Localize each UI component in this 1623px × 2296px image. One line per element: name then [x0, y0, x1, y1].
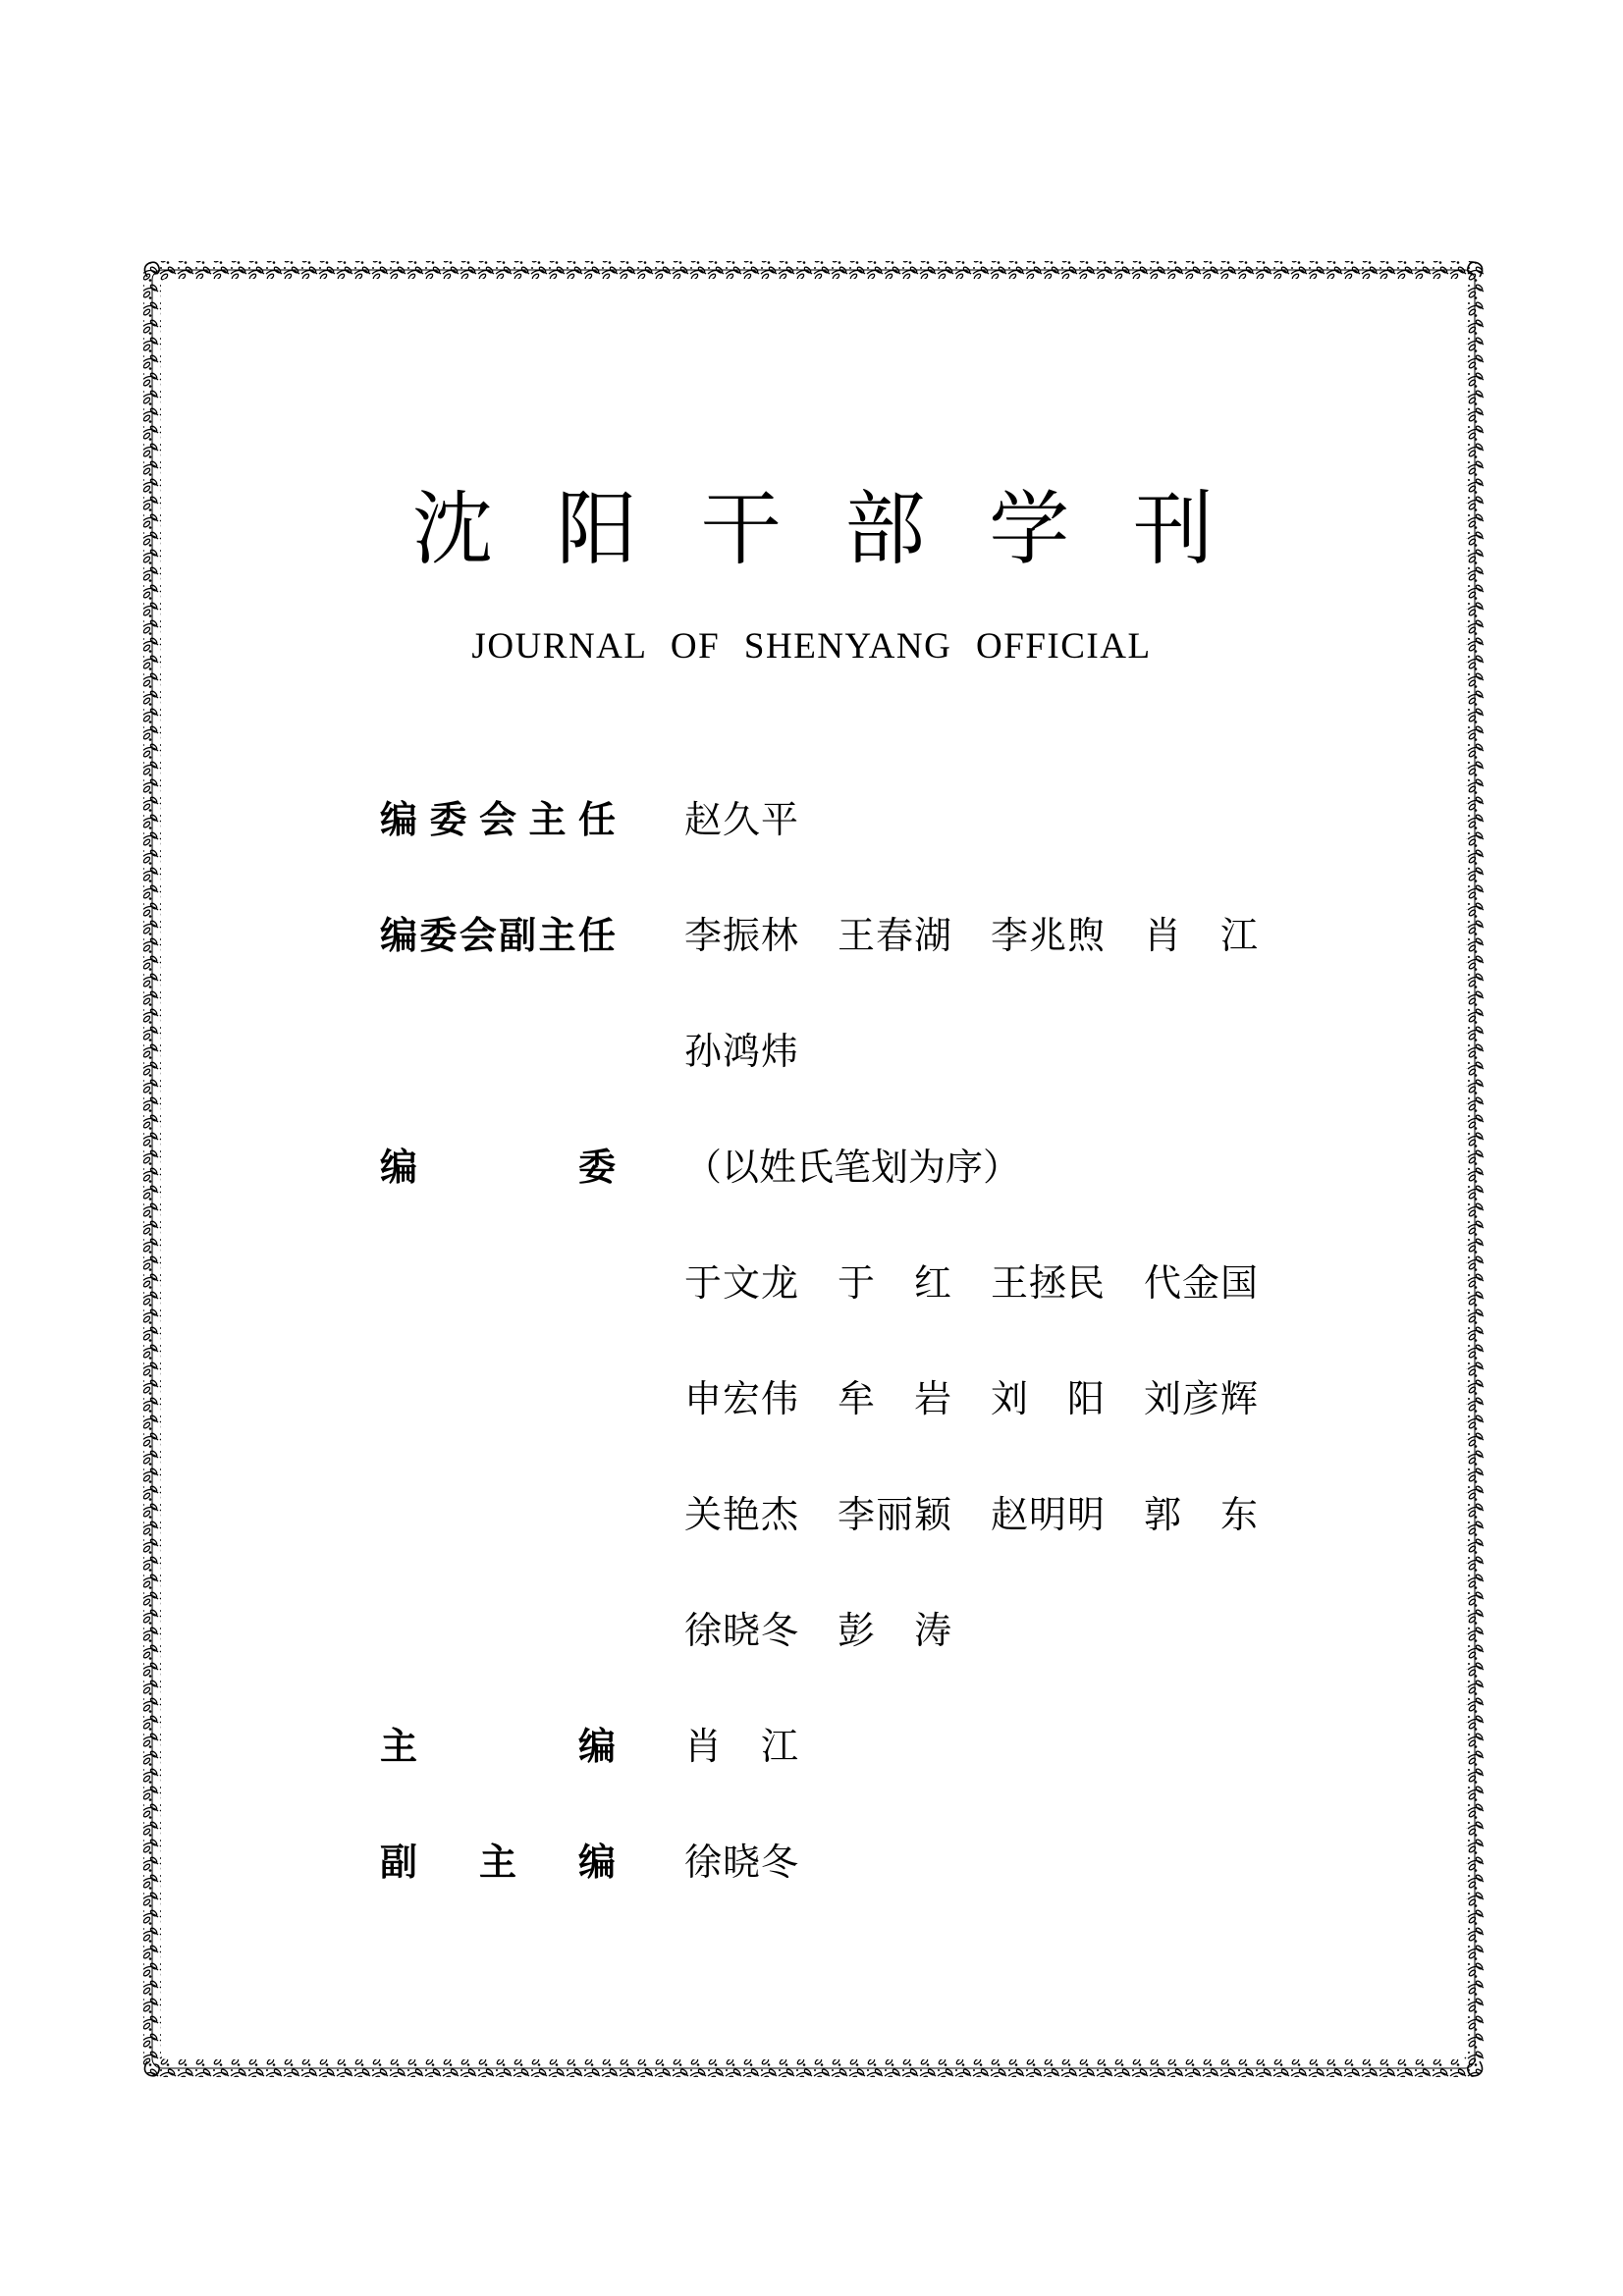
person-name	[684, 1490, 798, 1539]
name-list	[684, 1838, 798, 1887]
ordering-note: （以姓氏笔划为序）	[684, 1146, 1021, 1189]
glyph: 江	[760, 1725, 798, 1768]
glyph: 编	[577, 1725, 616, 1768]
person-name	[684, 1838, 798, 1887]
role-label	[380, 1143, 616, 1192]
glyph: 沈	[412, 483, 494, 576]
board-row-members	[380, 1109, 1283, 1225]
glyph: 阳	[556, 483, 637, 576]
glyph: 明	[1028, 1493, 1066, 1536]
glyph: 于	[684, 1261, 723, 1305]
board-row-members-1	[380, 1225, 1283, 1341]
glyph: 徐	[684, 1609, 723, 1652]
board-row-deputy-editor	[380, 1804, 1283, 1920]
glyph: 兆	[1028, 914, 1066, 957]
glyph: 宏	[722, 1377, 760, 1420]
glyph: 林	[760, 914, 798, 957]
glyph: 孙	[684, 1030, 723, 1073]
glyph: 学	[989, 483, 1070, 576]
glyph: 明	[1066, 1493, 1105, 1536]
glyph: 龙	[760, 1261, 798, 1305]
glyph: 肖	[684, 1725, 723, 1768]
glyph: 部	[844, 483, 926, 576]
glyph: 赵	[991, 1493, 1029, 1536]
glyph: 牟	[838, 1377, 876, 1420]
glyph: 任	[577, 798, 616, 841]
glyph: 晓	[722, 1609, 760, 1652]
glyph: 会	[478, 798, 516, 841]
glyph: 东	[1219, 1493, 1258, 1536]
person-name	[838, 1374, 951, 1423]
person-name	[991, 1258, 1105, 1308]
glyph: 编	[577, 1841, 616, 1884]
person-name	[684, 911, 798, 960]
glyph: 编	[380, 798, 418, 841]
person-name	[684, 1606, 798, 1655]
glyph: 委	[577, 1146, 616, 1189]
name-list	[684, 1606, 951, 1655]
glyph: 国	[1219, 1261, 1258, 1305]
glyph: 任	[577, 914, 616, 957]
role-label	[380, 1838, 616, 1887]
glyph: 王	[838, 914, 876, 957]
glyph: 赵	[684, 798, 723, 841]
glyph: 副	[499, 914, 537, 957]
glyph: 彦	[1181, 1377, 1219, 1420]
glyph: 刊	[1132, 483, 1214, 576]
glyph: 委	[419, 914, 458, 957]
glyph: 会	[459, 914, 497, 957]
glyph: 主	[380, 1725, 418, 1768]
person-name	[991, 911, 1105, 960]
person-name	[838, 911, 951, 960]
glyph: 民	[1066, 1261, 1105, 1305]
board-row-members-3	[380, 1457, 1283, 1573]
glyph: 李	[991, 914, 1029, 957]
role-label	[380, 911, 616, 960]
glyph: 编	[380, 1146, 418, 1189]
glyph: 彭	[838, 1609, 876, 1652]
glyph: 于	[838, 1261, 876, 1305]
glyph: 主	[478, 1841, 516, 1884]
journal-title-chinese	[412, 481, 1214, 579]
person-name	[684, 1027, 798, 1076]
glyph: 刘	[991, 1377, 1029, 1420]
name-list	[684, 1027, 798, 1076]
glyph: 郭	[1144, 1493, 1182, 1536]
board-row-deputy-director	[380, 878, 1283, 993]
glyph: 杰	[760, 1493, 798, 1536]
glyph: 阳	[1066, 1377, 1105, 1420]
glyph: 丽	[875, 1493, 913, 1536]
glyph: 春	[875, 914, 913, 957]
person-name	[1144, 1258, 1258, 1308]
person-name	[991, 1374, 1105, 1423]
name-list	[684, 1374, 1258, 1423]
editorial-board	[380, 762, 1283, 1920]
glyph: 代	[1144, 1261, 1182, 1305]
board-row-members-2	[380, 1341, 1283, 1457]
glyph: 干	[700, 483, 782, 576]
glyph: 徐	[684, 1841, 723, 1884]
person-name	[838, 1606, 951, 1655]
person-name	[684, 1722, 798, 1771]
glyph: 刘	[1144, 1377, 1182, 1420]
person-name	[838, 1490, 951, 1539]
glyph: 主	[538, 914, 576, 957]
board-row-editor-in-chief	[380, 1688, 1283, 1804]
glyph: 拯	[1028, 1261, 1066, 1305]
glyph: 晓	[722, 1841, 760, 1884]
board-row-director	[380, 762, 1283, 878]
board-row-deputy-director-cont	[380, 993, 1283, 1109]
glyph: 鸿	[722, 1030, 760, 1073]
glyph: 肖	[1144, 914, 1182, 957]
name-list	[684, 1490, 1258, 1539]
glyph: 申	[684, 1377, 723, 1420]
person-name	[1144, 1374, 1258, 1423]
glyph: 艳	[722, 1493, 760, 1536]
person-name	[684, 1374, 798, 1423]
name-list	[684, 1258, 1258, 1308]
glyph: 煦	[1066, 914, 1105, 957]
person-name	[991, 1490, 1105, 1539]
glyph: 委	[429, 798, 467, 841]
glyph: 编	[380, 914, 418, 957]
name-list	[684, 795, 798, 844]
glyph: 平	[760, 798, 798, 841]
glyph: 炜	[760, 1030, 798, 1073]
glyph: 李	[684, 914, 723, 957]
glyph: 颖	[913, 1493, 951, 1536]
glyph: 伟	[760, 1377, 798, 1420]
glyph: 关	[684, 1493, 723, 1536]
name-list	[684, 911, 1258, 960]
person-name	[838, 1258, 951, 1308]
glyph: 金	[1181, 1261, 1219, 1305]
role-label	[380, 1722, 616, 1771]
person-name	[1144, 911, 1258, 960]
glyph: 李	[838, 1493, 876, 1536]
glyph: 冬	[760, 1841, 798, 1884]
glyph: 冬	[760, 1609, 798, 1652]
person-name	[1144, 1490, 1258, 1539]
glyph: 久	[722, 798, 760, 841]
glyph: 红	[913, 1261, 951, 1305]
glyph: 辉	[1219, 1377, 1258, 1420]
person-name	[684, 1258, 798, 1308]
glyph: 副	[380, 1841, 418, 1884]
board-row-members-4	[380, 1573, 1283, 1688]
journal-title-english: JOURNAL OF SHENYANG OFFICIAL	[471, 626, 1152, 667]
glyph: 涛	[913, 1609, 951, 1652]
glyph: 湖	[913, 914, 951, 957]
glyph: 主	[528, 798, 567, 841]
glyph: 岩	[913, 1377, 951, 1420]
person-name	[684, 795, 798, 844]
role-label	[380, 795, 616, 844]
glyph: 江	[1219, 914, 1258, 957]
glyph: 文	[722, 1261, 760, 1305]
glyph: 振	[722, 914, 760, 957]
glyph: 王	[991, 1261, 1029, 1305]
name-list	[684, 1722, 798, 1771]
